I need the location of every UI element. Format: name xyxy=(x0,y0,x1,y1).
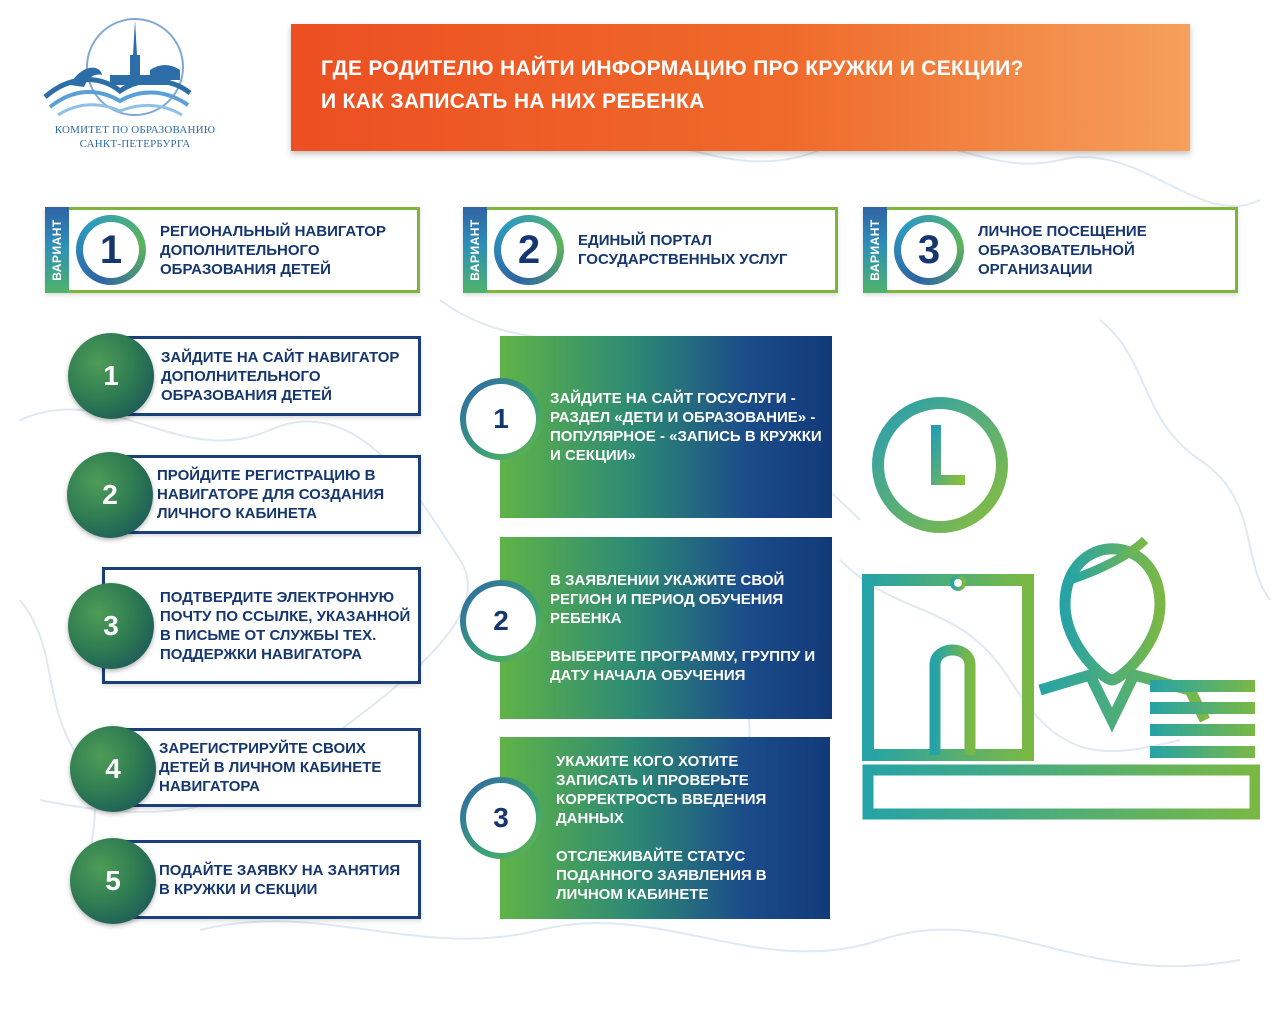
step-text xyxy=(550,336,822,518)
step-number-badge xyxy=(460,580,542,662)
portal-step-1 xyxy=(500,336,832,518)
step-text-extra: ВЫБЕРИТЕ ПРОГРАММУ, ГРУППУ И ДАТУ НАЧАЛА ОБУЧЕНИЯ xyxy=(550,648,816,684)
logo-icon xyxy=(40,15,200,125)
page-title xyxy=(321,52,1024,118)
step-number-badge: 5 xyxy=(70,838,156,924)
clock-icon xyxy=(878,403,1002,527)
portal-step-2 xyxy=(500,537,832,719)
step-text xyxy=(556,737,820,919)
step-text-main: ЗАЙДИТЕ НА САЙТ ГОСУСЛУГИ - РАЗДЕЛ «ДЕТИ И ОБРАЗОВАНИЕ» - ПОПУЛЯРНОЕ - «ЗАПИСЬ В КРУЖКИ И СЕКЦИИ» xyxy=(550,390,822,464)
step-number-badge xyxy=(460,378,542,460)
portal-step-3 xyxy=(500,737,830,919)
step-number: 1 xyxy=(466,384,536,454)
step-text-main: УКАЖИТЕ КОГО ХОТИТЕ ЗАПИСАТЬ И ПРОВЕРЬТЕ КОРРЕКТРОСТЬ ВВЕДЕНИЯ ДАННЫХ xyxy=(556,753,767,827)
step-number-badge: 2 xyxy=(67,452,153,538)
option-number-badge xyxy=(494,215,564,285)
step-text xyxy=(550,537,822,719)
navigator-step-5 xyxy=(112,840,421,919)
step-number-badge: 4 xyxy=(70,726,156,812)
option-title: ЛИЧНОЕ ПОСЕЩЕНИЕ ОБРАЗОВАТЕЛЬНОЙ ОРГАНИЗАЦИИ xyxy=(978,222,1147,278)
step-number-badge: 1 xyxy=(68,333,154,419)
variant-tab xyxy=(863,207,887,293)
option-title: ЕДИНЫЙ ПОРТАЛ ГОСУДАРСТВЕННЫХ УСЛУГ xyxy=(578,232,788,268)
option-number: 2 xyxy=(501,222,557,278)
navigator-step-1 xyxy=(110,336,421,416)
option-number-badge xyxy=(894,215,964,285)
clock-person-desk-computer-icon xyxy=(860,390,1260,830)
step-text-main: В ЗАЯВЛЕНИИ УКАЖИТЕ СВОЙ РЕГИОН И ПЕРИОД ОБУЧЕНИЯ РЕБЕНКА xyxy=(550,572,785,627)
page-title-line2: И КАК ЗАПИСАТЬ НА НИХ РЕБЕНКА xyxy=(321,90,705,113)
person-icon xyxy=(1040,540,1205,720)
option-number: 3 xyxy=(901,222,957,278)
navigator-step-2 xyxy=(110,455,421,534)
step-text: ПРОЙДИТЕ РЕГИСТРАЦИЮ В НАВИГАТОРЕ ДЛЯ СОЗДАНИЯ ЛИЧНОГО КАБИНЕТА xyxy=(157,467,385,522)
step-text: ПОДТВЕРДИТЕ ЭЛЕКТРОННУЮ ПОЧТУ ПО ССЫЛКЕ, УКАЗАННОЙ В ПИСЬМЕ ОТ СЛУЖБЫ ТЕХ. ПОДДЕРЖКИ НАВИГАТОРА xyxy=(160,588,411,663)
navigator-step-4 xyxy=(112,728,421,807)
step-text: ЗАЙДИТЕ НА САЙТ НАВИГАТОР ДОПОЛНИТЕЛЬНОГО ОБРАЗОВАНИЯ ДЕТЕЙ xyxy=(161,348,400,404)
step-number-badge: 3 xyxy=(68,583,154,669)
computer-icon xyxy=(868,577,1028,755)
variant-label: ВАРИАНТ xyxy=(868,219,882,281)
step-number: 3 xyxy=(466,783,536,853)
logo-caption xyxy=(40,123,230,151)
step-text: ПОДАЙТЕ ЗАЯВКУ НА ЗАНЯТИЯ В КРУЖКИ И СЕКЦИИ xyxy=(159,861,401,898)
step-text: ЗАРЕГИСТРИРУЙТЕ СВОИХ ДЕТЕЙ В ЛИЧНОМ КАБИНЕТЕ НАВИГАТОРА xyxy=(159,740,382,795)
option-number: 1 xyxy=(83,222,139,278)
step-text-extra: ОТСЛЕЖИВАЙТЕ СТАТУС ПОДАННОГО ЗАЯВЛЕНИЯ В ЛИЧНОМ КАБИНЕТЕ xyxy=(556,848,767,903)
variant-label: ВАРИАНТ xyxy=(50,219,64,281)
option-card-visit xyxy=(863,207,1238,293)
option-number-badge xyxy=(76,215,146,285)
variant-tab xyxy=(45,207,69,293)
desk-icon xyxy=(868,770,1255,814)
option-title: РЕГИОНАЛЬНЫЙ НАВИГАТОР ДОПОЛНИТЕЛЬНОГО ОБРАЗОВАНИЯ ДЕТЕЙ xyxy=(160,222,386,278)
option-card-navigator xyxy=(45,207,420,293)
option-card-gosuslugi xyxy=(463,207,838,293)
step-number-badge xyxy=(460,777,542,859)
logo-caption-line2: САНКТ-ПЕТЕРБУРГА xyxy=(79,138,191,150)
logo-caption-line1: КОМИТЕТ ПО ОБРАЗОВАНИЮ xyxy=(54,124,216,136)
header-banner xyxy=(291,24,1190,151)
page-title-line1: ГДЕ РОДИТЕЛЮ НАЙТИ ИНФОРМАЦИЮ ПРО КРУЖКИ И СЕКЦИИ? xyxy=(321,57,1024,80)
variant-label: ВАРИАНТ xyxy=(468,219,482,281)
step-number: 2 xyxy=(466,586,536,656)
variant-tab xyxy=(463,207,487,293)
